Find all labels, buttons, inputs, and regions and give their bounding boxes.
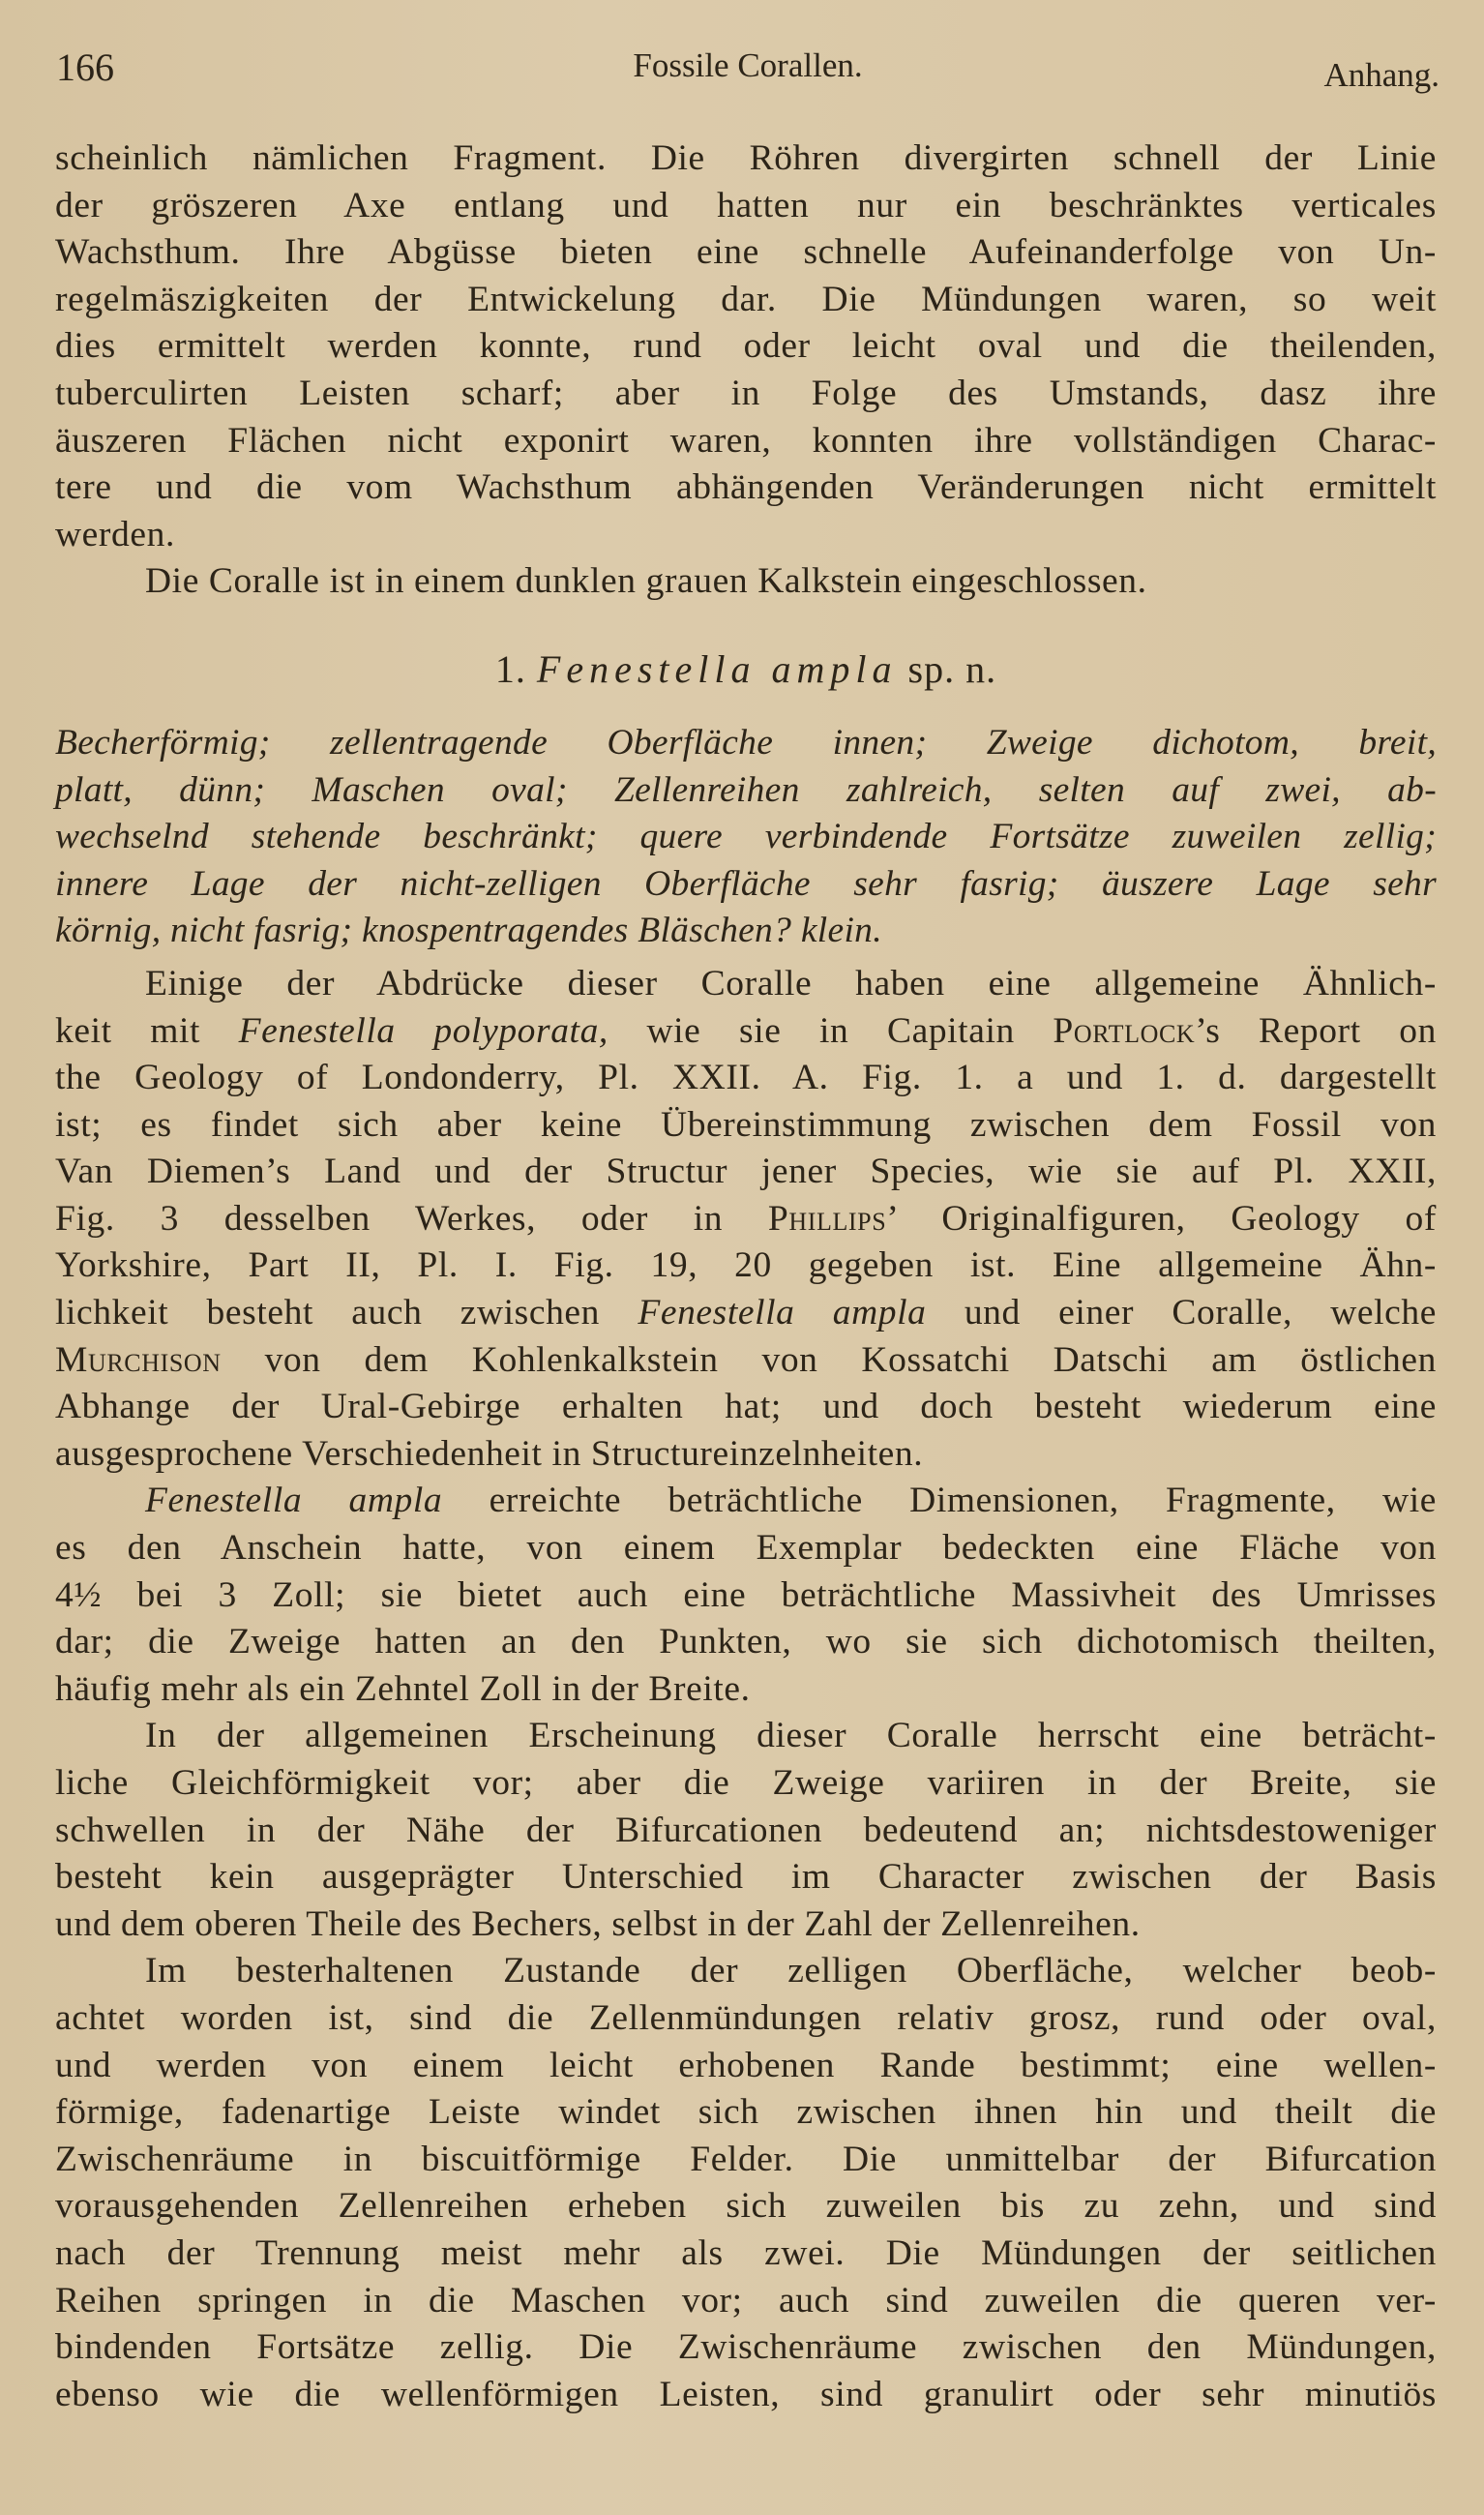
text-line: nach der Trennung meist mehr als zwei. Die Mündungen der seitlichen [55,2232,1437,2273]
text-line: Van Diemen’s Land und der Structur jener Species, wie sie auf Pl. XXII, [55,1152,1437,1192]
text-line: Die Coralle ist in einem dunklen grauen Kalkstein eingeschlossen. [145,561,1147,602]
text-line: liche Gleichförmigkeit vor; aber die Zweige variiren in der Breite, sie [55,1763,1437,1803]
paragraph-surface [55,1948,1437,2418]
text-line: In der allgemeinen Erscheinung dieser Coralle herrscht eine beträcht- [145,1716,1437,1756]
main-text [55,135,1437,2418]
running-title: Fossile Corallen. [633,46,863,84]
species-suffix: sp. n. [907,646,997,691]
text-line: förmige, fadenartige Leiste windet sich zwischen ihnen hin und theilt die [55,2092,1437,2133]
species-name: Fenestella ampla [536,646,898,691]
text-line: Zwischenräume in biscuitförmige Felder. Die unmittelbar der Bifurcation [55,2139,1437,2179]
running-head [56,37,1439,95]
section-label: Anhang. [1323,56,1439,94]
text-line: the Geology of Londonderry, Pl. XXII. A. Fig. 1. a und 1. d. dargestellt [55,1058,1437,1098]
text-line: äuszeren Flächen nicht exponirt waren, konnten ihre vollständigen Charac- [55,420,1437,461]
page-number: 166 [56,45,114,89]
text-line: werden. [55,514,175,554]
species-heading [55,641,1437,699]
text-line: tere und die vom Wachsthum abhängenden Veränderungen nicht ermittelt [55,467,1437,508]
text-line: bindenden Fortsätze zellig. Die Zwischenräume zwischen den Mündungen, [55,2327,1437,2368]
paragraph-dimensions [55,1478,1437,1713]
text-line: ist; es findet sich aber keine Übereinstimmung zwischen dem Fossil von [55,1104,1437,1145]
species-number: 1. [494,646,526,691]
paragraph-appearance [55,1713,1437,1948]
text-line: ebenso wie die wellenförmigen Leisten, sind granulirt oder sehr minutiös [55,2374,1437,2414]
text-line: lichkeit besteht auch zwischen Fenestella ampla und einer Coralle, welche [55,1293,1437,1333]
text-line: Einige der Abdrücke dieser Coralle haben eine allgemeine Ähnlich- [145,963,1437,1003]
text-line: ausgesprochene Verschiedenheit in Structureinzelnheiten. [55,1433,924,1474]
text-line: und dem oberen Theile des Bechers, selbst in der Zahl der Zellenreihen. [55,1903,1141,1944]
species-ref: Fenestella ampla [145,1481,443,1521]
paragraph-comparison [55,961,1437,1479]
diagnosis-line: körnig, nicht fasrig; knospentragendes Bläschen? klein. [55,911,882,951]
species-ref: Fenestella polyporata, [238,1010,608,1051]
text-line: 4½ bei 3 Zoll; sie bietet auch eine beträchtliche Massivheit des Umrisses [55,1574,1437,1615]
text-line: Im besterhaltenen Zustande der zelligen Oberfläche, welcher beob- [145,1951,1437,1991]
text-line: Yorkshire, Part II, Pl. I. Fig. 19, 20 gegeben ist. Eine allgemeine Ähn- [55,1245,1437,1286]
text-line: häufig mehr als ein Zehntel Zoll in der Breite. [55,1668,751,1709]
text-line: keit mit Fenestella polyporata, wie sie in Capitain Portlock’s Report on [55,1010,1437,1051]
text-line: dar; die Zweige hatten an den Punkten, wo sie sich dichotomisch theilten, [55,1622,1437,1662]
text-line: Wachsthum. Ihre Abgüsse bieten eine schnelle Aufeinanderfolge von Un- [55,232,1437,273]
text-line: Murchison von dem Kohlenkalkstein von Kossatchi Datschi am östlichen [55,1339,1437,1380]
text-line: Abhange der Ural-Gebirge erhalten hat; und doch besteht wiederum eine [55,1387,1437,1427]
author-ref: Phillips [767,1198,887,1239]
text-line: vorausgehenden Zellenreihen erheben sich zuweilen bis zu zehn, und sind [55,2186,1437,2227]
text-line: besteht kein ausgeprägter Unterschied im Character zwischen der Basis [55,1857,1437,1898]
diagnosis [55,720,1437,955]
species-ref: Fenestella ampla [638,1293,927,1333]
text-line: Reihen springen in die Maschen vor; auch sind zuweilen die queren ver- [55,2280,1437,2320]
text-line: es den Anschein hatte, von einem Exemplar bedeckten eine Fläche von [55,1528,1437,1569]
text-line: tuberculirten Leisten scharf; aber in Folge des Umstands, dasz ihre [55,373,1437,413]
diagnosis-line: platt, dünn; Maschen oval; Zellenreihen zahlreich, selten auf zwei, ab- [55,769,1437,810]
text-line: regelmäszigkeiten der Entwickelung dar. Die Mündungen waren, so weit [55,279,1437,319]
text-line: Fenestella ampla erreichte beträchtliche Dimensionen, Fragmente, wie [145,1481,1437,1521]
author-ref: Portlock [1053,1010,1196,1051]
text-line: schwellen in der Nähe der Bifurcationen bedeutend an; nichtsdestoweniger [55,1810,1437,1850]
text-line: dies ermittelt werden konnte, rund oder leicht oval und die theilenden, [55,326,1437,367]
diagnosis-line: Becherförmig; zellentragende Oberfläche innen; Zweige dichotom, breit, [55,722,1437,763]
text-line: und werden von einem leicht erhobenen Rande bestimmt; eine wellen- [55,2045,1437,2085]
text-line: scheinlich nämlichen Fragment. Die Röhren divergirten schnell der Linie [55,138,1437,178]
text-line: der gröszeren Axe entlang und hatten nur ein beschränktes verticales [55,185,1437,225]
diagnosis-line: wechselnd stehende beschränkt; quere verbindende Fortsätze zuweilen zellig; [55,817,1437,857]
text-line: achtet worden ist, sind die Zellenmündungen relativ grosz, rund oder oval, [55,1997,1437,2038]
text-line: Fig. 3 desselben Werkes, oder in Phillips’ Originalfiguren, Geology of [55,1198,1437,1239]
author-ref: Murchison [55,1339,222,1380]
intro-paragraph [55,135,1437,606]
diagnosis-line: innere Lage der nicht-zelligen Oberfläche sehr fasrig; äuszere Lage sehr [55,863,1437,904]
